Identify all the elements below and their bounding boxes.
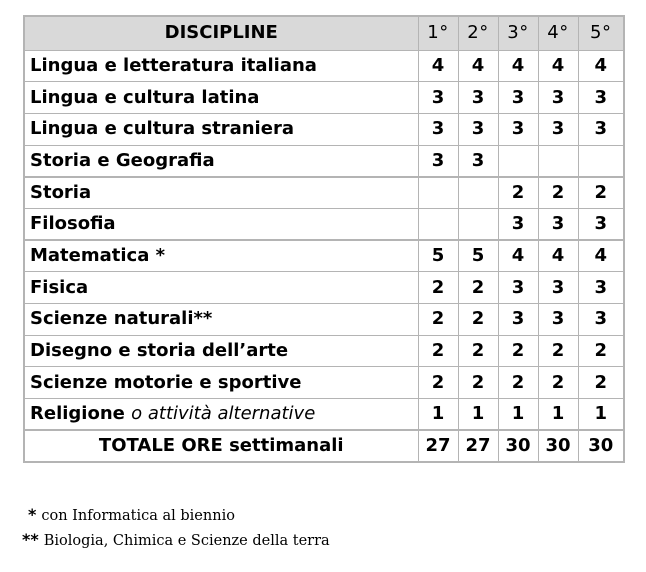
discipline-name-cell xyxy=(24,113,418,145)
header-discipline: DISCIPLINE xyxy=(24,16,418,50)
hours-cell-year-5 xyxy=(578,145,624,177)
hours-cell-year-5: 2 xyxy=(578,177,624,209)
hours-cell-year-5: 1 xyxy=(578,399,624,431)
hours-cell-year-5: 2 xyxy=(578,335,624,367)
hours-cell-year-1: 2 xyxy=(418,304,458,336)
hours-cell-year-1 xyxy=(418,177,458,209)
header-year-1: 1° xyxy=(418,16,458,50)
footnote-2-mark: ** xyxy=(22,530,39,549)
total-cell-year-2: 27 xyxy=(458,430,498,462)
total-cell-year-5: 30 xyxy=(578,430,624,462)
hours-cell-year-2 xyxy=(458,208,498,240)
table-row xyxy=(24,304,624,336)
discipline-name: Matematica * xyxy=(30,245,166,267)
table-row xyxy=(24,145,624,177)
discipline-name-cell xyxy=(24,367,418,399)
hours-cell-year-3: 3 xyxy=(498,113,538,145)
total-label: TOTALE ORE settimanali xyxy=(24,430,418,462)
footnote-2-text: Biologia, Chimica e Scienze della terra xyxy=(43,533,330,549)
discipline-name-cell xyxy=(24,208,418,240)
table-row xyxy=(24,208,624,240)
table-row xyxy=(24,240,624,272)
hours-cell-year-3: 2 xyxy=(498,335,538,367)
hours-cell-year-1: 4 xyxy=(418,50,458,82)
discipline-name-cell xyxy=(24,399,418,431)
hours-cell-year-2: 5 xyxy=(458,240,498,272)
hours-cell-year-3 xyxy=(498,145,538,177)
footnote-1 xyxy=(22,503,330,528)
hours-cell-year-3: 3 xyxy=(498,272,538,304)
footnotes xyxy=(22,503,330,553)
hours-cell-year-5: 3 xyxy=(578,208,624,240)
hours-cell-year-4: 3 xyxy=(538,272,578,304)
hours-cell-year-5: 3 xyxy=(578,82,624,114)
hours-cell-year-3: 1 xyxy=(498,399,538,431)
discipline-name-cell xyxy=(24,272,418,304)
hours-cell-year-5: 3 xyxy=(578,304,624,336)
hours-cell-year-4: 4 xyxy=(538,240,578,272)
header-year-3: 3° xyxy=(498,16,538,50)
hours-cell-year-2: 4 xyxy=(458,50,498,82)
hours-cell-year-1 xyxy=(418,208,458,240)
discipline-name: Lingua e cultura straniera xyxy=(30,118,294,140)
hours-cell-year-4: 2 xyxy=(538,367,578,399)
discipline-name: Storia xyxy=(30,181,92,203)
discipline-name: Fisica xyxy=(30,276,89,298)
curriculum-hours-table xyxy=(23,15,625,463)
hours-cell-year-1: 3 xyxy=(418,82,458,114)
hours-cell-year-5: 3 xyxy=(578,113,624,145)
hours-cell-year-1: 3 xyxy=(418,113,458,145)
hours-cell-year-2: 3 xyxy=(458,113,498,145)
hours-cell-year-4 xyxy=(538,145,578,177)
hours-cell-year-1: 1 xyxy=(418,399,458,431)
hours-cell-year-3: 4 xyxy=(498,240,538,272)
hours-cell-year-2: 1 xyxy=(458,399,498,431)
hours-cell-year-5: 3 xyxy=(578,272,624,304)
hours-cell-year-4: 3 xyxy=(538,304,578,336)
hours-cell-year-5: 2 xyxy=(578,367,624,399)
hours-cell-year-3: 4 xyxy=(498,50,538,82)
hours-cell-year-2: 3 xyxy=(458,82,498,114)
hours-cell-year-2: 2 xyxy=(458,335,498,367)
hours-cell-year-2: 3 xyxy=(458,145,498,177)
table-row xyxy=(24,367,624,399)
table-row xyxy=(24,335,624,367)
hours-cell-year-4: 3 xyxy=(538,113,578,145)
footnote-1-text: con Informatica al biennio xyxy=(41,508,235,524)
hours-cell-year-4: 3 xyxy=(538,82,578,114)
table-row xyxy=(24,82,624,114)
discipline-name: Filosofia xyxy=(30,213,116,235)
hours-cell-year-3: 3 xyxy=(498,304,538,336)
hours-cell-year-4: 2 xyxy=(538,335,578,367)
hours-cell-year-3: 2 xyxy=(498,367,538,399)
hours-cell-year-1: 5 xyxy=(418,240,458,272)
discipline-name-cell xyxy=(24,145,418,177)
discipline-name: Lingua e letteratura italiana xyxy=(30,54,317,76)
total-cell-year-1: 27 xyxy=(418,430,458,462)
hours-cell-year-3: 2 xyxy=(498,177,538,209)
header-year-4: 4° xyxy=(538,16,578,50)
hours-cell-year-1: 3 xyxy=(418,145,458,177)
hours-cell-year-5: 4 xyxy=(578,240,624,272)
header-year-2: 2° xyxy=(458,16,498,50)
table-row xyxy=(24,50,624,82)
discipline-name: Scienze motorie e sportive xyxy=(30,371,302,393)
hours-cell-year-3: 3 xyxy=(498,82,538,114)
hours-cell-year-4: 2 xyxy=(538,177,578,209)
discipline-name-italic: o attività alternative xyxy=(131,403,316,425)
footnote-2 xyxy=(22,528,330,553)
total-row xyxy=(24,430,624,462)
discipline-name: Religione xyxy=(30,403,125,425)
table-row xyxy=(24,113,624,145)
discipline-name: Disegno e storia dell’arte xyxy=(30,340,289,362)
discipline-name: Storia e Geografia xyxy=(30,149,215,171)
discipline-name: Scienze naturali** xyxy=(30,308,213,330)
table-header-row xyxy=(24,16,624,50)
table-row xyxy=(24,399,624,431)
discipline-name-cell xyxy=(24,177,418,209)
hours-cell-year-4: 3 xyxy=(538,208,578,240)
hours-cell-year-1: 2 xyxy=(418,335,458,367)
table-row xyxy=(24,272,624,304)
discipline-name-cell xyxy=(24,335,418,367)
discipline-name-cell xyxy=(24,240,418,272)
footnote-1-mark: * xyxy=(28,505,37,524)
hours-cell-year-1: 2 xyxy=(418,367,458,399)
total-cell-year-3: 30 xyxy=(498,430,538,462)
discipline-name-cell xyxy=(24,304,418,336)
hours-cell-year-2: 2 xyxy=(458,304,498,336)
hours-cell-year-5: 4 xyxy=(578,50,624,82)
hours-cell-year-2: 2 xyxy=(458,367,498,399)
discipline-name-cell xyxy=(24,82,418,114)
hours-cell-year-4: 1 xyxy=(538,399,578,431)
hours-cell-year-2: 2 xyxy=(458,272,498,304)
discipline-name: Lingua e cultura latina xyxy=(30,86,260,108)
discipline-name-cell xyxy=(24,50,418,82)
hours-cell-year-1: 2 xyxy=(418,272,458,304)
header-year-5: 5° xyxy=(578,16,624,50)
table-body xyxy=(24,50,624,462)
hours-cell-year-4: 4 xyxy=(538,50,578,82)
total-cell-year-4: 30 xyxy=(538,430,578,462)
hours-cell-year-2 xyxy=(458,177,498,209)
table-row xyxy=(24,177,624,209)
hours-cell-year-3: 3 xyxy=(498,208,538,240)
